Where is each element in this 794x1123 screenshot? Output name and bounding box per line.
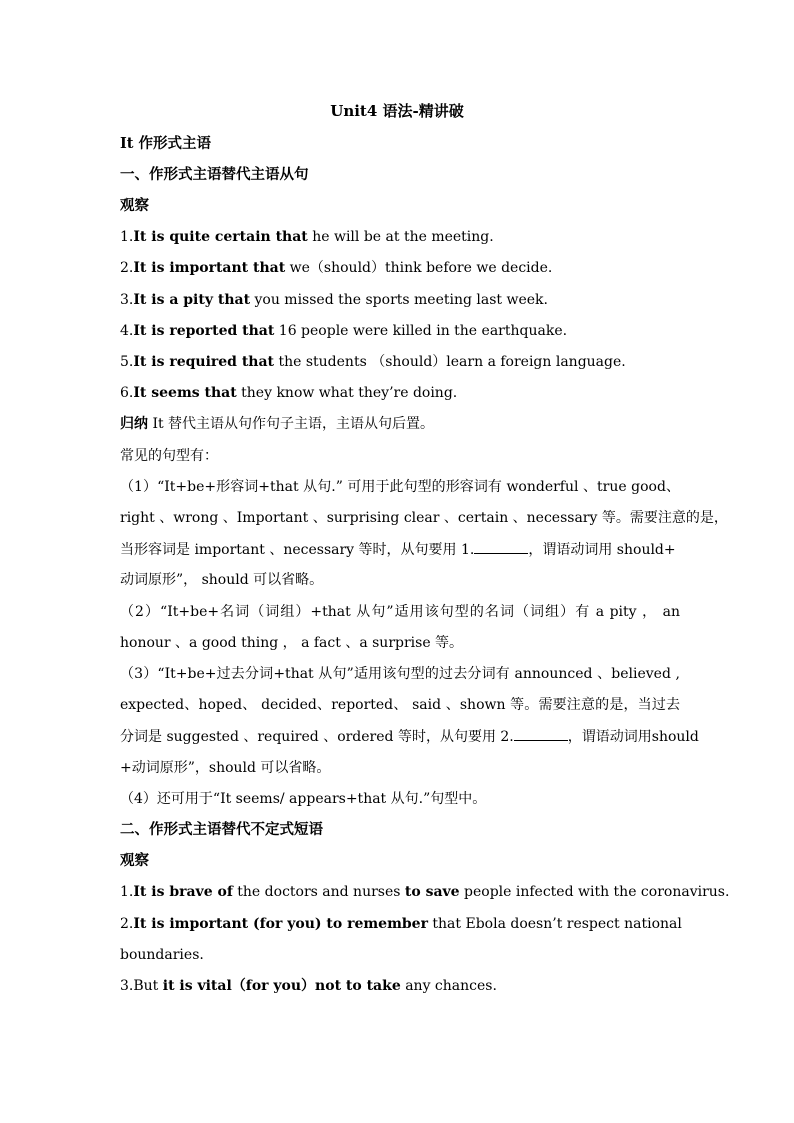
pattern-4-line: （4）还可用于“It seems/ appears+that 从句.”句型中。 [120,791,487,807]
pattern-3-line-1: （3）“It+be+过去分词+that 从句”适用该句型的过去分词有 announced 、believed , [120,666,680,682]
example-sentence-4 [120,321,680,341]
sentence-number: 5. [120,354,134,370]
sentence-bold-2: to save [404,884,460,900]
sentence-rest: people infected with the coronavirus. [459,884,730,900]
pattern-1-line-2: right 、wrong 、Important 、surprising clear 、certain 、necessary 等。需要注意的是， [120,510,728,526]
section-heading-it: It 作形式主语 [120,135,212,152]
part2-heading: 二、作形式主语替代不定式短语 [120,821,323,838]
pattern-3-line-4: +动词原形”，should 可以省略。 [120,760,331,776]
pattern-3-text-b: ，谓语动词用should [567,729,699,745]
sentence-bold: It is reported that [133,323,275,339]
example-sentence-6 [120,383,680,403]
sentence-rest: that Ebola doesn’t respect national [427,916,682,932]
fill-blank-2[interactable] [514,726,568,741]
part1-observe-label: 观察 [120,197,149,214]
summary-line [120,414,680,434]
sentence-rest: we（should）think before we decide. [285,260,553,276]
page-title: Unit4 语法-精讲破 [330,102,464,120]
pattern-1-text-a: 当形容词是 important 、necessary 等时，从句要用 1. [120,542,475,558]
pattern-2-line-2: honour 、a good thing ， a fact 、a surprise 等。 [120,635,464,651]
example-sentence-2 [120,258,680,278]
sentence-rest: you missed the sports meeting last week. [250,292,548,308]
sentence-rest: the students （should）learn a foreign language. [274,354,626,370]
sentence-number: 6. [120,385,134,401]
pattern-3-line-3 [120,726,699,747]
sentence-number: 1. [120,884,134,900]
sentence-bold: It is quite certain that [133,229,308,245]
example-sentence-5 [120,352,680,372]
sentence-rest: any chances. [400,978,497,994]
sentence-number: 3. [120,292,134,308]
fill-blank-1[interactable] [474,539,528,554]
pattern-1-text-b: ，谓语动词用 should+ [528,542,676,558]
pattern-1-line-3 [120,539,680,560]
pattern-2-line-1: （2）“It+be+名词（词组）+that 从句”适用该句型的名词（词组）有 a pity ， an [120,604,680,620]
sentence-rest: 16 people were killed in the earthquake. [274,323,568,339]
part2-sentence-2-line-1 [120,914,680,934]
sentence-middle: the doctors and nurses [232,884,405,900]
sentence-bold: It seems that [133,385,237,401]
part1-heading: 一、作形式主语替代主语从句 [120,166,309,183]
sentence-number: 2. [120,260,134,276]
sentence-number: 3.But [120,978,163,994]
pattern-3-line-2: expected、hoped、 decided、reported、 said 、shown 等。需要注意的是，当过去 [120,697,680,713]
summary-label: 归纳 [120,416,148,432]
example-sentence-3 [120,290,680,310]
example-sentence-1 [120,227,680,247]
sentence-bold: It is important that [133,260,286,276]
sentence-rest: he will be at the meeting. [307,229,494,245]
part2-sentence-3 [120,976,680,996]
pattern-1-line-4: 动词原形”， should 可以省略。 [120,572,324,588]
sentence-number: 1. [120,229,134,245]
common-patterns-label: 常见的句型有： [120,448,218,464]
summary-text: It 替代主语从句作句子主语，主语从句后置。 [148,416,435,432]
sentence-bold: It is required that [133,354,275,370]
sentence-bold: It is a pity that [133,292,251,308]
sentence-bold: it is vital（for you）not to take [162,978,401,994]
part2-sentence-1 [120,882,730,902]
part2-observe-label: 观察 [120,852,149,869]
sentence-rest: they know what they’re doing. [236,385,458,401]
part2-sentence-2-line-2: boundaries. [120,947,204,963]
sentence-number: 2. [120,916,134,932]
sentence-bold: It is important (for you) to remember [133,916,428,932]
sentence-bold: It is brave of [133,884,233,900]
sentence-number: 4. [120,323,134,339]
pattern-3-text-a: 分词是 suggested 、required 、ordered 等时，从句要用 2. [120,729,514,745]
pattern-1-line-1: （1）“It+be+形容词+that 从句.” 可用于此句型的形容词有 wonderful 、true good、 [120,479,680,495]
